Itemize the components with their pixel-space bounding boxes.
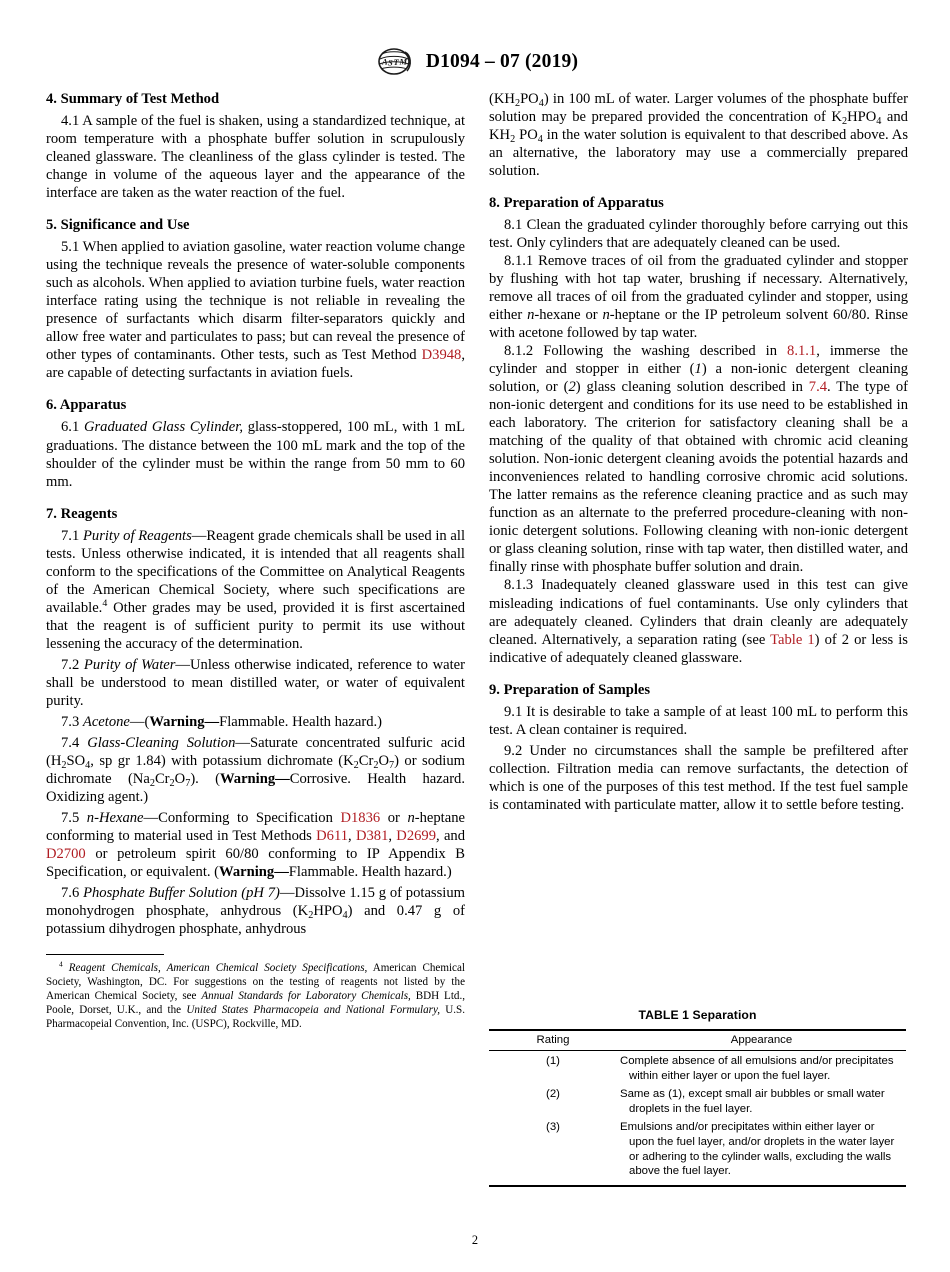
para-number: 7.5	[61, 809, 80, 826]
para-text-cont: , immerse the cylinder and stopper in either (	[489, 343, 908, 378]
footnote-block	[46, 954, 465, 1032]
para-text-cont: . The type of non-ionic detergent and conditions for its use need to be established in each laboratory. The criterion for satisfactory cleaning shall be a matching of the quality of that obtained with chromic acid cleaning solution. Non-ionic detergent cleaning avoids the potential hazards and inconveniences related to handling corrosive chromic acid solutions. The latter remains as the reference cleaning practice and as such may function as an alternate to the preferred procedure-cleaning with non-ionic detergent solutions. Following cleaning with non-ionic detergent or glass cleaning solution, rinse with tap water, then distilled water, and finally rinse with phosphate buffer solution and drain.	[489, 379, 908, 576]
para-number: 5.1	[61, 239, 80, 256]
para-text: When applied to aviation gasoline, water reaction volume change using the technique reveals the presence of water-soluble components such as alcohols. When applied to aviation turbine fuels, water reaction interface rating using the technique is not reliable in revealing the presence of surfactants which disarm filter-separators quickly and allow free water and particulates to pass; but can reveal the presence of other types of contaminants. Other tests, such as Test Method	[46, 239, 465, 364]
formula-subscript: 2	[373, 759, 379, 771]
para-text-cont: Other grades may be used, provided it is first ascertained that the reagent is of sufficient purity to permit its use without lessening the accuracy of the determination.	[46, 599, 465, 652]
para-text: —Conforming to Specification	[143, 809, 333, 826]
left-column	[46, 90, 465, 1032]
para-text-cont: ) of 2 or less is indicative of adequately cleaned glassware.	[489, 631, 908, 666]
svg-text:S: S	[387, 57, 393, 68]
formula-subscript: 4	[85, 759, 91, 771]
link-table-1[interactable]: Table 1	[770, 631, 815, 648]
paragraph-8-1	[489, 216, 908, 252]
astm-logo	[372, 48, 416, 75]
italic-n: n	[407, 809, 415, 826]
para-text-cont: Flammable. Health hazard.)	[219, 713, 383, 730]
para-number: 6.1	[61, 419, 80, 436]
formula-subscript: 2	[514, 97, 521, 109]
footnote-title-1: Reagent Chemicals, American Chemical Society Specifications	[68, 961, 365, 974]
paragraph-7-1	[46, 527, 465, 653]
paragraph-7-5	[46, 809, 465, 881]
heading-section-4: 4. Summary of Test Method	[46, 91, 220, 107]
term-n-hexane: n-Hexane	[86, 809, 144, 826]
formula-part: O	[174, 770, 186, 787]
cell-rating: (1)	[546, 1055, 560, 1067]
heading-section-7: 7. Reagents	[46, 505, 118, 522]
para-number: 9.2	[504, 742, 523, 759]
para-text: Under no circumstances shall the sample be prefiltered after collection. Filtration media can remove surfactants, the detection of which is one of the purposes of this test method. If the test fuel sample is contaminated with particulate matter, allow it to settle before testing.	[489, 742, 908, 813]
formula-subscript: 4	[537, 133, 543, 145]
formula-subscript: 2	[61, 759, 67, 771]
para-text: —(	[129, 713, 150, 730]
list-marker-2: 2	[568, 379, 576, 396]
para-text-cont: -heptane conforming to material used in Test Methods	[46, 809, 465, 844]
formula-part: Cr	[154, 770, 170, 787]
table-body	[489, 1051, 906, 1183]
formula-part: (KH	[489, 91, 515, 107]
table-1-caption: TABLE 1 Separation	[638, 1008, 757, 1022]
para-text: —Saturate concentrated sulfuric acid (H	[46, 734, 465, 769]
para-text: It is desirable to take a sample of at least 100 mL to perform this test. A clean container is required.	[489, 703, 908, 738]
para-number: 9.1	[504, 703, 523, 720]
column-header-appearance: Appearance	[617, 1030, 906, 1051]
cell-appearance: Same as (1), except small air bubbles or small water droplets in the fuel layer.	[620, 1088, 885, 1115]
footnote-4	[46, 959, 465, 1032]
warning-label: Warning—	[220, 770, 290, 787]
formula-subscript: 2	[308, 909, 314, 921]
cell-rating: (3)	[546, 1121, 560, 1134]
link-8-1-1[interactable]: 8.1.1	[787, 343, 817, 360]
para-text: glass-stoppered, 100 mL, with 1 mL graduations. The distance between the 100 mL mark and the top of the shoulder of the cylinder must be within the range from 50 mm to 60 mm.	[46, 419, 465, 490]
para-text-cont: , sp gr 1.84) with potassium dichromate (K	[90, 752, 354, 769]
para-text: Clean the graduated cylinder thoroughly before carrying out this test. Only cylinders that are adequately cleaned can be used.	[489, 217, 908, 252]
para-text-cont: or	[380, 809, 408, 826]
warning-label: Warning—	[149, 713, 220, 730]
para-text: A sample of the fuel is shaken, using a standardized technique, at room temperature with a phosphate buffer solution in scrupulously cleaned glassware. The cleanliness of the glass cylinder is tested. The change in volume of the aqueous layer and the appearance of the interface are taken as the water reaction of the fuel.	[46, 113, 466, 202]
formula-subscript: 4	[876, 115, 882, 127]
formula-part: HPO	[847, 109, 877, 126]
para-text-cont: ) and 0.47 g of potassium dihydrogen phosphate, anhydrous	[46, 902, 465, 937]
table-1-block	[489, 1008, 906, 1187]
link-d2699[interactable]: D2699	[396, 827, 437, 844]
para-text: Remove traces of oil from the graduated cylinder and stopper by flushing with hot tap water, brushing if necessary. Alternatively, remove all traces of oil from the graduated cylinder and stopper, using either	[489, 253, 908, 324]
term-phosphate-buffer-solution: Phosphate Buffer Solution (pH 7)	[83, 884, 280, 901]
italic-n: n	[602, 307, 610, 324]
list-marker-1: 1	[694, 361, 702, 378]
para-text-cont: and KH	[489, 109, 908, 144]
term-acetone: Acetone	[82, 713, 130, 730]
para-text-cont: -hexane or	[534, 307, 603, 324]
paragraph-9-2	[489, 742, 908, 814]
para-text-cont: -heptane or the IP petroleum solvent 60/80. Rinse with acetone followed by tap water.	[489, 307, 908, 342]
right-column	[489, 90, 908, 1032]
table-bottom-border	[489, 1185, 906, 1187]
para-text: Following the washing described in	[543, 343, 788, 360]
formula-subscript: 2	[353, 759, 359, 771]
two-column-body	[46, 90, 908, 1032]
formula-subscript: 2	[510, 133, 516, 145]
para-text-cont: ) a non-ionic detergent cleaning solution, or (	[489, 361, 908, 396]
table-row	[489, 1051, 906, 1085]
paragraph-7-3	[46, 713, 465, 731]
footnote-marker-4[interactable]: 4	[102, 597, 108, 609]
formula-part: SO	[66, 752, 86, 769]
formula-subscript: 7	[389, 759, 395, 771]
table-header-row	[489, 1030, 906, 1051]
term-graduated-glass-cylinder: Graduated Glass Cylinder,	[83, 419, 243, 436]
para-number: 7.3	[61, 713, 80, 730]
cell-appearance: Complete absence of all emulsions and/or precipitates within either layer or upon the fuel layer.	[620, 1055, 894, 1082]
footnote-number: 4	[59, 959, 63, 969]
paragraph-9-1	[489, 703, 908, 739]
para-text-cont: or petroleum spirit 60/80 conforming to IP Appendix B Specification, or equivalent. (	[46, 845, 465, 880]
paragraph-7-2	[46, 656, 465, 710]
para-number: 7.4	[61, 734, 80, 751]
svg-text:A: A	[381, 56, 388, 67]
footnote-text-2: BDH Ltd., Poole, Dorset, U.K., and the	[46, 989, 465, 1016]
para-number: 8.1.2	[504, 343, 534, 360]
link-d3948[interactable]: D3948	[421, 347, 462, 364]
formula-part: PO	[515, 127, 538, 144]
para-number: 4.1	[61, 113, 80, 130]
para-text-cont: ,	[388, 827, 397, 844]
para-number: 8.1.3	[504, 577, 534, 594]
paragraph-6-1	[46, 418, 465, 490]
formula-part: HPO	[313, 902, 343, 919]
para-number: 7.1	[61, 527, 80, 544]
svg-text:M: M	[399, 56, 407, 67]
formula-subscript: 2	[169, 777, 175, 789]
para-number: 7.6	[61, 884, 80, 901]
para-text-cont: , and	[436, 827, 466, 844]
link-d1836[interactable]: D1836	[340, 809, 381, 826]
table-1-separation	[489, 1029, 906, 1183]
footnote-title-3: United States Pharmacopeia and National Formulary,	[186, 1003, 441, 1016]
formula-part: PO	[520, 91, 539, 107]
term-purity-of-reagents: Purity of Reagents	[82, 527, 192, 544]
para-text-cont: ) glass cleaning solution described in	[575, 379, 809, 396]
para-number: 8.1.1	[504, 253, 534, 270]
column-header-rating: Rating	[489, 1030, 617, 1051]
paragraph-7-4	[46, 734, 465, 806]
warning-label: Warning—	[219, 863, 289, 880]
heading-section-9: 9. Preparation of Samples	[489, 681, 651, 698]
para-text-cont: ) or sodium dichromate (Na	[46, 752, 465, 787]
footnote-title-2: Annual Standards for Laboratory Chemicals,	[201, 989, 411, 1002]
para-text: ) in 100 mL of water. Larger volumes of the phosphate buffer solution may be prepared provided the concentration of K	[489, 91, 908, 126]
italic-n: n	[527, 307, 535, 324]
formula-part: Cr	[358, 752, 374, 769]
para-text-cont: ). (	[190, 770, 220, 787]
svg-text:T: T	[393, 57, 399, 67]
table-row	[489, 1117, 906, 1182]
heading-section-5: 5. Significance and Use	[46, 217, 190, 234]
cell-rating: (2)	[546, 1088, 560, 1101]
para-text-cont: , are capable of detecting surfactants in aviation fuels.	[46, 347, 465, 382]
heading-section-8: 8. Preparation of Apparatus	[489, 195, 664, 212]
cell-appearance: Emulsions and/or precipitates within either layer or upon the fuel layer, and/or droplets in the water layer or adhering to the cylinder walls, excluding the walls above the fuel layer.	[620, 1121, 895, 1178]
term-glass-cleaning-solution: Glass-Cleaning Solution	[87, 734, 236, 751]
footnote-text-1: , American Chemical Society, Washington, DC. For suggestions on the testing of reagents not listed by the American Chemical Society, see	[46, 961, 465, 1002]
link-d381[interactable]: D381	[355, 827, 389, 844]
para-number: 8.1	[504, 217, 523, 234]
formula-subscript: 2	[841, 115, 848, 127]
table-row	[489, 1084, 906, 1117]
paragraph-7-6	[46, 884, 465, 938]
formula-subscript: 7	[185, 777, 191, 789]
document-title: D1094 – 07 (2019)	[425, 50, 579, 72]
para-text: —Reagent grade chemicals shall be used in all tests. Unless otherwise indicated, it is intended that all reagents shall conform to the specifications of the Committee on Analytical Reagents of the American Chemical Society, where such specifications are available.	[46, 527, 466, 616]
term-purity-of-water: Purity of Water	[83, 656, 176, 673]
formula-subscript: 2	[149, 777, 155, 789]
para-number: 7.2	[61, 656, 80, 673]
para-text-cont: ,	[348, 827, 356, 844]
formula-subscript: 4	[342, 909, 348, 921]
page-header	[0, 48, 950, 75]
heading-section-6: 6. Apparatus	[46, 397, 127, 414]
formula-subscript: 4	[538, 97, 544, 109]
para-text-cont: in the water solution is equivalent to that described above. As an alternative, the laboratory may use a commercially prepared solution.	[489, 127, 908, 180]
footnote-text-3: U.S. Pharmacopeial Convention, Inc. (USPC), Rockville, MD.	[46, 1003, 465, 1030]
paragraph-8-1-2	[489, 342, 908, 576]
paragraph-4-1	[46, 112, 465, 202]
page-number: 2	[471, 1233, 479, 1247]
table-header	[489, 1030, 906, 1051]
para-text-cont: Corrosive. Health hazard. Oxidizing agent.)	[46, 770, 466, 805]
para-text: Inadequately cleaned glassware used in this test can give misleading indications of fuel contaminants. Use only cylinders that are adequately cleaned. Cylinders that drain cleanly are adequately cleaned. Alternatively, a separation rating (see	[489, 577, 908, 648]
link-d611[interactable]: D611	[316, 827, 349, 844]
paragraph-5-1	[46, 238, 465, 382]
link-7-4[interactable]: 7.4	[808, 379, 828, 396]
paragraph-7-6-continued	[489, 90, 908, 180]
paragraph-8-1-1	[489, 252, 908, 342]
link-d2700[interactable]: D2700	[46, 845, 86, 862]
para-text: —Dissolve 1.15 g of potassium monohydrogen phosphate, anhydrous (K	[46, 884, 465, 919]
formula-part: O	[378, 752, 390, 769]
para-text: —Unless otherwise indicated, reference to water shall be understood to mean distilled water, or water of equivalent purity.	[46, 656, 465, 709]
footnote-divider	[46, 954, 164, 955]
paragraph-8-1-3	[489, 576, 908, 666]
para-text-cont: Flammable. Health hazard.)	[288, 863, 452, 880]
